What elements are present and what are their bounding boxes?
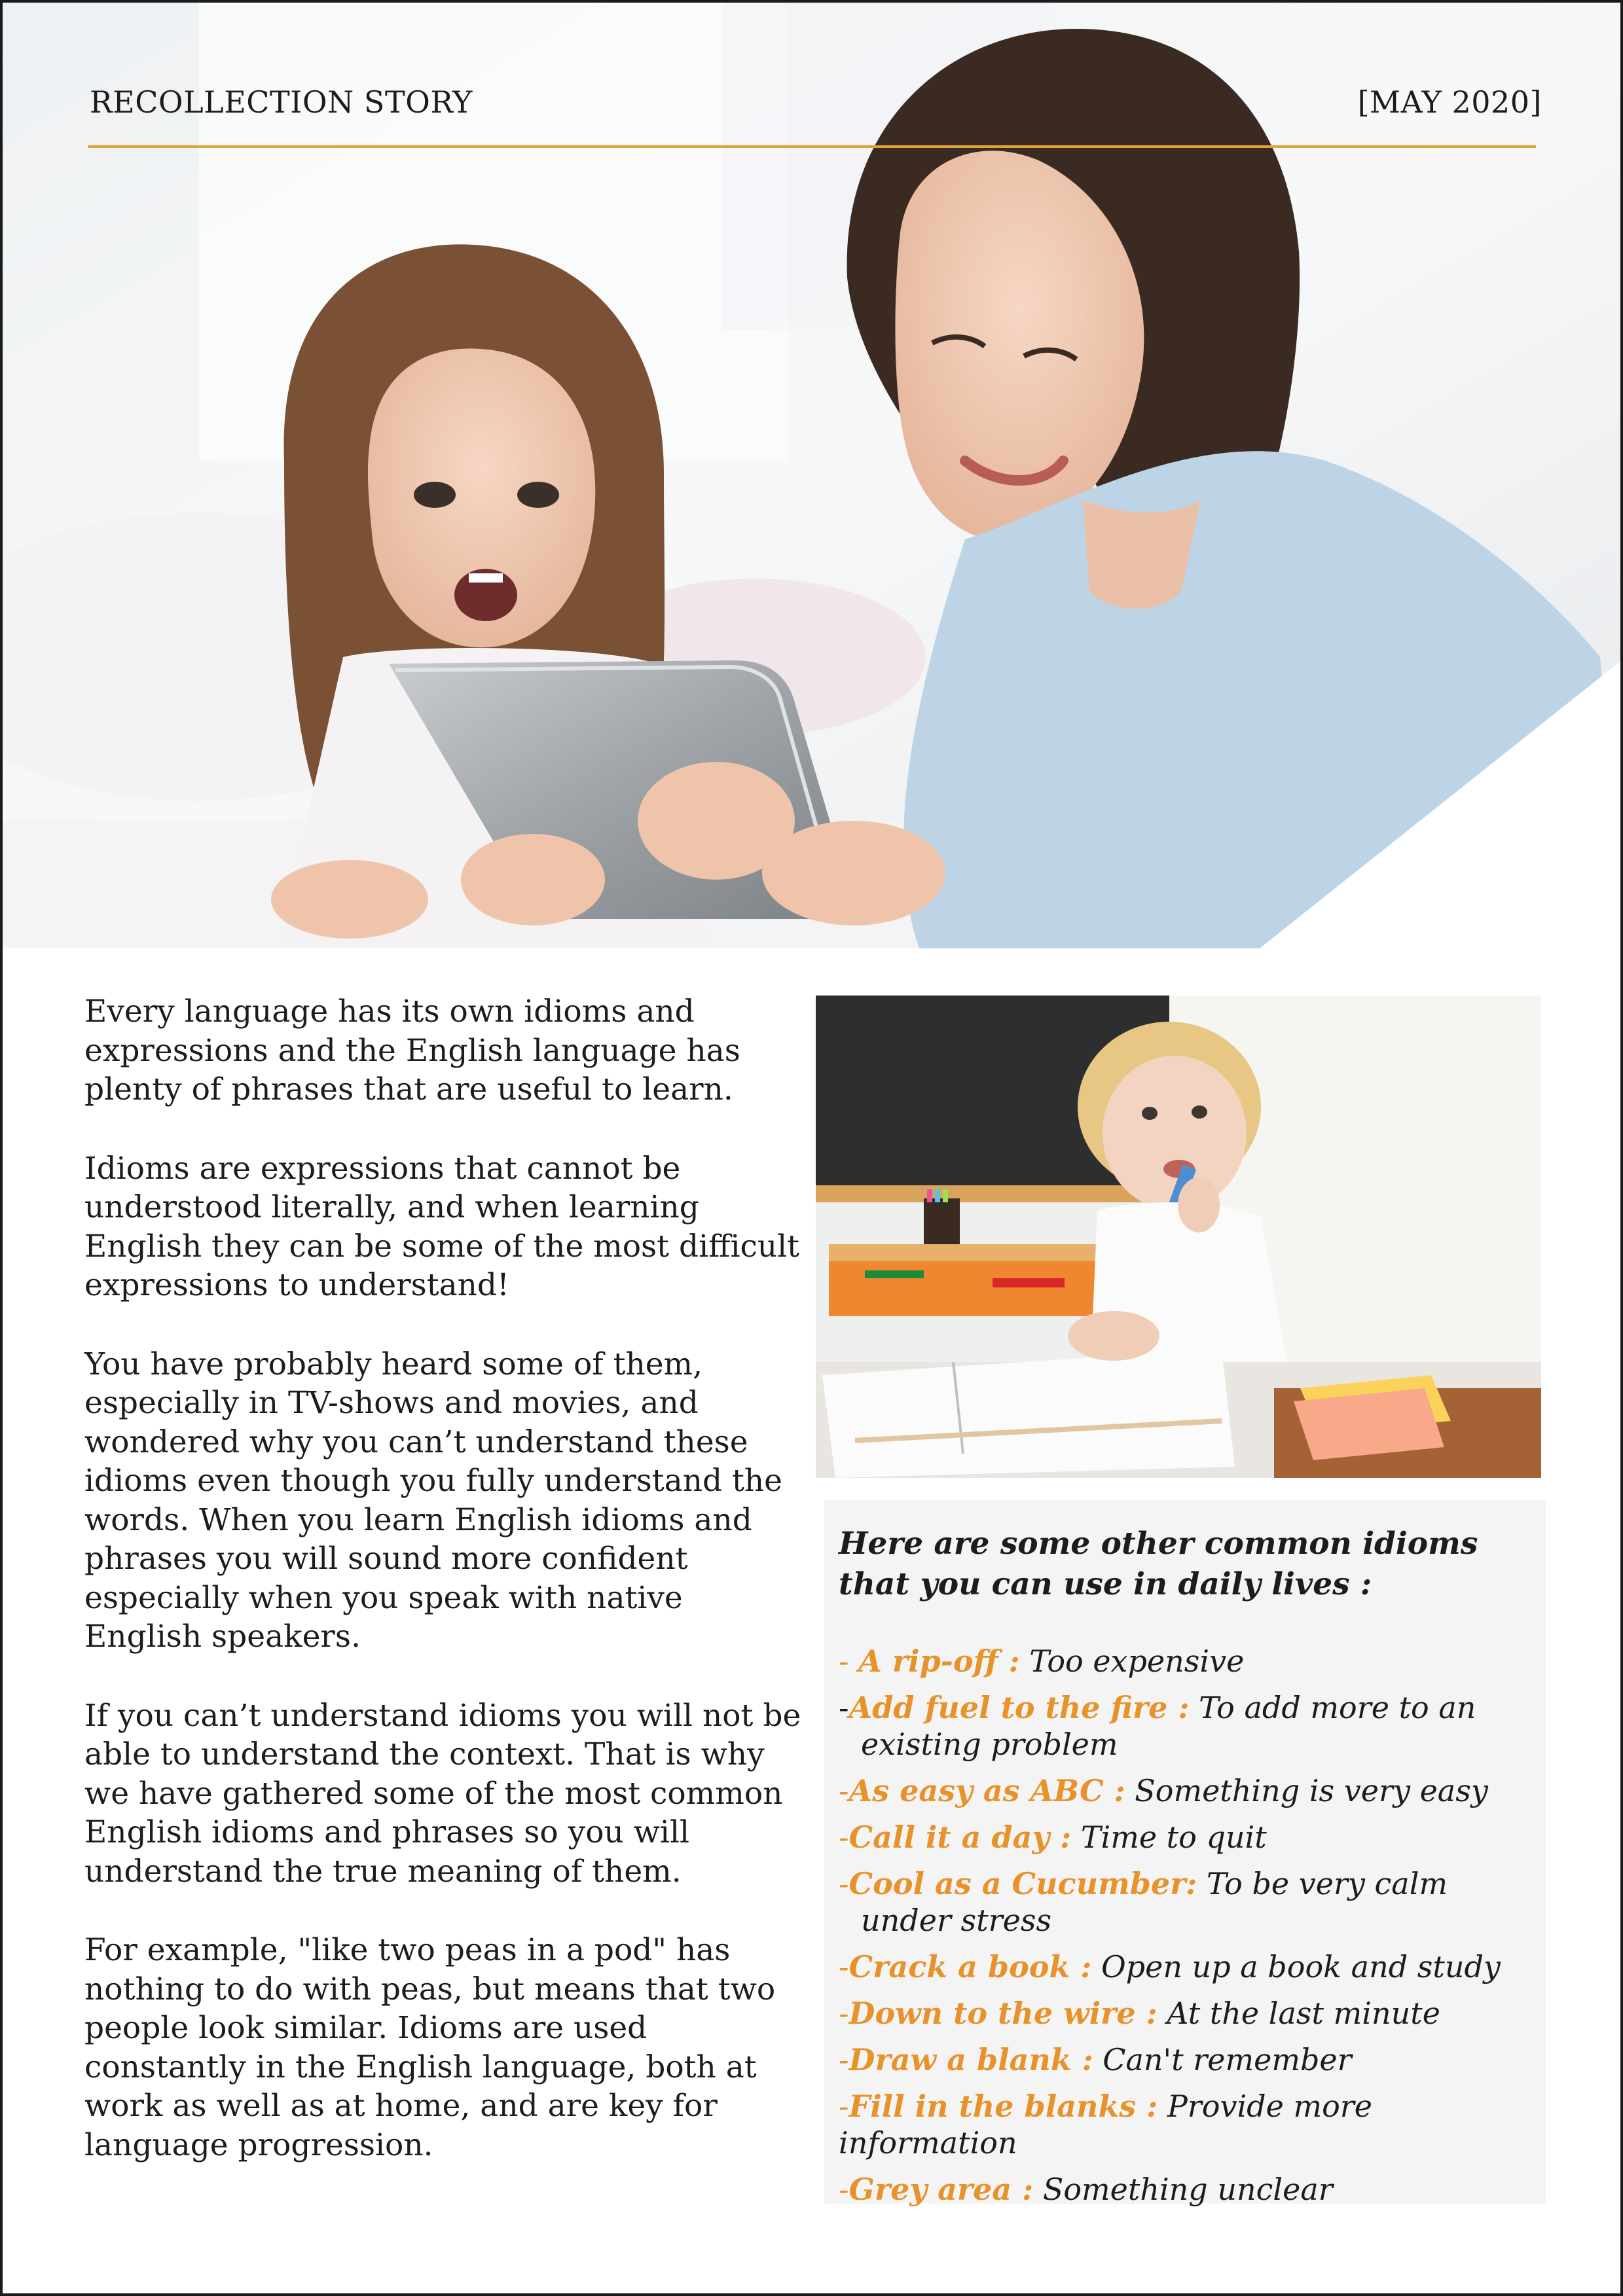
bullet-dash: - <box>839 1820 849 1855</box>
idiom-definition: Time to quit <box>1080 1820 1267 1855</box>
bullet-dash: - <box>839 1773 849 1808</box>
idiom-term: Fill in the blanks : <box>848 2089 1158 2124</box>
idiom-definition: Can't remember <box>1103 2042 1352 2077</box>
idiom-term: Add fuel to the fire : <box>848 1690 1190 1725</box>
idiom-definition: To add more to an <box>1199 1690 1476 1725</box>
idiom-definition: Provide more information <box>839 2089 1372 2161</box>
list-item <box>839 1865 1526 1939</box>
header-divider <box>88 145 1536 148</box>
paragraph: If you can’t understand idioms you will not be able to understand the context. That is why we have gathered some of the most common English idioms and phrases so you will understand the true meaning of them. <box>84 1697 801 1890</box>
idiom-term: Grey area : <box>848 2172 1034 2207</box>
idiom-definition: Something is very easy <box>1135 1773 1488 1808</box>
idioms-callout <box>824 1500 1546 2207</box>
list-item <box>839 1995 1526 2032</box>
idiom-definition: Open up a book and study <box>1101 1949 1501 1984</box>
list-item <box>839 1948 1526 1985</box>
idiom-term: Crack a book : <box>848 1949 1092 1984</box>
paragraph: Idioms are expressions that cannot be understood literally, and when learning English they can be some of the most difficult expressions to understand! <box>84 1150 800 1303</box>
idiom-definition: At the last minute <box>1167 1996 1440 2031</box>
header-date: [MAY 2020] <box>1357 84 1542 120</box>
idiom-definition: Something unclear <box>1042 2172 1333 2207</box>
idiom-term: Cool as a Cucumber: <box>848 1866 1197 1901</box>
article-body <box>84 992 805 2204</box>
list-item <box>839 2171 1526 2208</box>
list-item <box>839 1689 1526 1763</box>
idiom-term: A rip-off : <box>858 1643 1020 1679</box>
list-item <box>839 1772 1526 1809</box>
header-section-title: RECOLLECTION STORY <box>90 84 473 120</box>
bullet-dash: - <box>839 1643 859 1679</box>
bullet-dash: - <box>839 2042 849 2077</box>
list-item <box>839 1643 1526 1679</box>
idiom-definition-continued: existing problem <box>861 1727 1118 1762</box>
bullet-dash: - <box>839 2172 849 2207</box>
idiom-term: As easy as ABC : <box>848 1773 1125 1808</box>
idiom-term: Call it a day : <box>848 1820 1072 1855</box>
paragraph: Every language has its own idioms and expressions and the English language has plenty of phrases that are useful to learn. <box>84 994 740 1107</box>
idiom-definition: Too expensive <box>1029 1643 1245 1679</box>
idiom-term: Draw a blank : <box>848 2042 1093 2077</box>
hero-photo <box>3 3 1623 948</box>
idioms-title: Here are some other common idioms that you can use in daily lives : <box>839 1526 1478 1602</box>
list-item <box>839 1819 1526 1856</box>
bullet-dash: - <box>839 1866 849 1901</box>
paragraph: You have probably heard some of them, especially in TV-shows and movies, and wondered why you can’t understand these idioms even though you fully understand the words. When you learn English idioms and phrases you will sound more confident especially when you speak with native English speakers. <box>84 1346 782 1655</box>
paragraph: For example, "like two peas in a pod" has nothing to do with peas, but means that two people look similar. Idioms are used constantly in the English language, both at work as well as at home, and are key for language progression. <box>84 1932 776 2163</box>
girl-desk-photo <box>816 996 1541 1478</box>
idioms-list <box>839 1643 1526 2208</box>
idiom-definition-continued: under stress <box>861 1903 1052 1938</box>
bullet-dash: - <box>839 1996 849 2031</box>
bullet-dash: - <box>839 2089 849 2124</box>
list-item <box>839 2041 1526 2078</box>
idiom-term: Down to the wire : <box>848 1996 1158 2031</box>
idiom-definition: To be very calm <box>1207 1866 1448 1901</box>
list-item <box>839 2088 1526 2161</box>
bullet-dash: - <box>839 1690 849 1725</box>
bullet-dash: - <box>839 1949 849 1984</box>
